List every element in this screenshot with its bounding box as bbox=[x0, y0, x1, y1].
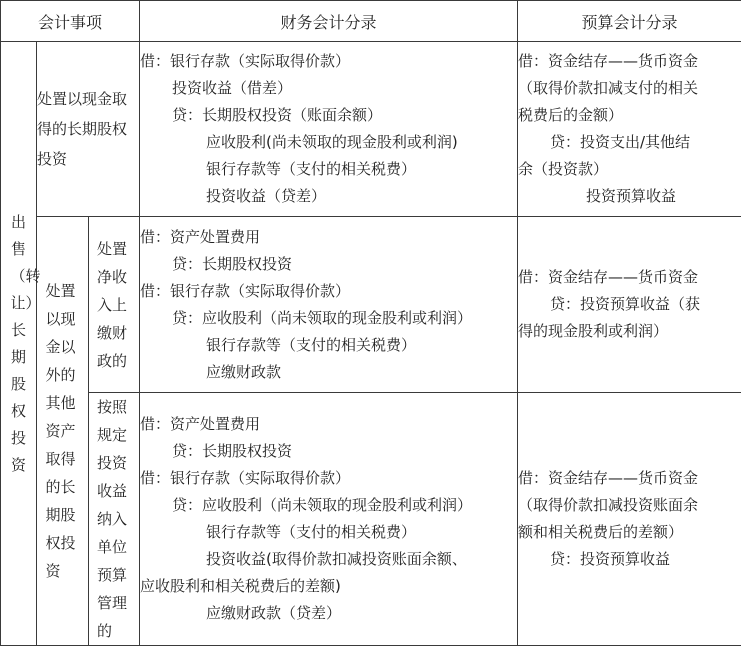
financial-entries-fiscal bbox=[140, 217, 518, 393]
main-category-label: 出售（转让）长期股权投资 bbox=[11, 209, 27, 479]
entry-line: 应收股利(尚未领取的现金股利或利润) bbox=[140, 129, 517, 156]
sub-row-label: 按照规定投资收益纳入单位预算管理的 bbox=[97, 393, 131, 645]
entry-line: 借：资产处置费用 bbox=[140, 411, 517, 438]
entry-line: 借：银行存款（实际取得价款） bbox=[140, 278, 517, 305]
entry-line: 借：资产处置费用 bbox=[140, 224, 517, 251]
group-label-cell bbox=[37, 217, 89, 646]
entry-line: 银行存款等（支付的相关税费） bbox=[140, 519, 517, 546]
table-row bbox=[1, 393, 741, 646]
entry-line: 额和相关税费后的差额） bbox=[518, 519, 741, 546]
entry-line: 贷：投资预算收益（获 bbox=[518, 291, 741, 318]
budget-entries-fiscal bbox=[518, 217, 741, 393]
entry-line: 贷：投资预算收益 bbox=[518, 546, 741, 573]
entry-line: （取得价款扣减投资账面余 bbox=[518, 492, 741, 519]
entry-line: 借：资金结存——货币资金 bbox=[518, 465, 741, 492]
entry-line: 贷：应收股利（尚未领取的现金股利或利润） bbox=[140, 305, 517, 332]
entry-line: 银行存款等（支付的相关税费） bbox=[140, 156, 517, 183]
sub-row-label-cell bbox=[89, 393, 140, 646]
entry-line: （取得价款扣减支付的相关 bbox=[518, 75, 741, 102]
entry-line: 借：银行存款（实际取得价款） bbox=[140, 48, 517, 75]
entry-line: 贷：长期股权投资 bbox=[140, 251, 517, 278]
row-label-text: 处置以现金取得的长期股权投资 bbox=[37, 90, 127, 168]
budget-entries-budget-managed bbox=[518, 393, 741, 646]
entry-line: 银行存款等（支付的相关税费） bbox=[140, 332, 517, 359]
entry-line: 贷：长期股权投资（账面余额） bbox=[140, 102, 517, 129]
sub-row-label-cell bbox=[89, 217, 140, 393]
entry-line: 贷：应收股利（尚未领取的现金股利或利润） bbox=[140, 492, 517, 519]
row-label-cash bbox=[37, 42, 140, 217]
main-category-cell bbox=[1, 42, 37, 646]
group-label: 处置以现金以外的其他资产取得的长期股权投资 bbox=[46, 277, 80, 585]
entry-line: 得的现金股利或利润） bbox=[518, 318, 741, 345]
entry-line: 投资收益（贷差） bbox=[140, 183, 517, 210]
header-financial: 财务会计分录 bbox=[140, 1, 518, 42]
entry-line: 投资收益（借差） bbox=[140, 75, 517, 102]
entry-line: 投资收益(取得价款扣减投资账面余额、 bbox=[140, 546, 517, 573]
table-row bbox=[1, 217, 741, 393]
entry-line: 余（投资款） bbox=[518, 156, 741, 183]
entry-line: 贷：投资支出/其他结 bbox=[518, 129, 741, 156]
header-budget: 预算会计分录 bbox=[518, 1, 741, 42]
entry-line: 投资预算收益 bbox=[518, 183, 741, 210]
sub-row-label: 处置净收入上缴财政的 bbox=[97, 235, 131, 375]
header-row bbox=[1, 1, 741, 42]
entry-line: 借：资金结存——货币资金 bbox=[518, 264, 741, 291]
financial-entries-budget-managed bbox=[140, 393, 518, 646]
entry-line: 借：资金结存——货币资金 bbox=[518, 48, 741, 75]
entry-line: 应缴财政款 bbox=[140, 359, 517, 386]
entry-line: 应收股利和相关税费后的差额) bbox=[140, 573, 517, 600]
entry-line: 贷：长期股权投资 bbox=[140, 438, 517, 465]
entry-line: 应缴财政款（贷差） bbox=[140, 600, 517, 627]
budget-entries-cash bbox=[518, 42, 741, 217]
financial-entries-cash bbox=[140, 42, 518, 217]
header-matter: 会计事项 bbox=[1, 1, 140, 42]
table-row bbox=[1, 42, 741, 217]
entry-line: 税费后的金额） bbox=[518, 102, 741, 129]
entry-line: 借：银行存款（实际取得价款） bbox=[140, 465, 517, 492]
